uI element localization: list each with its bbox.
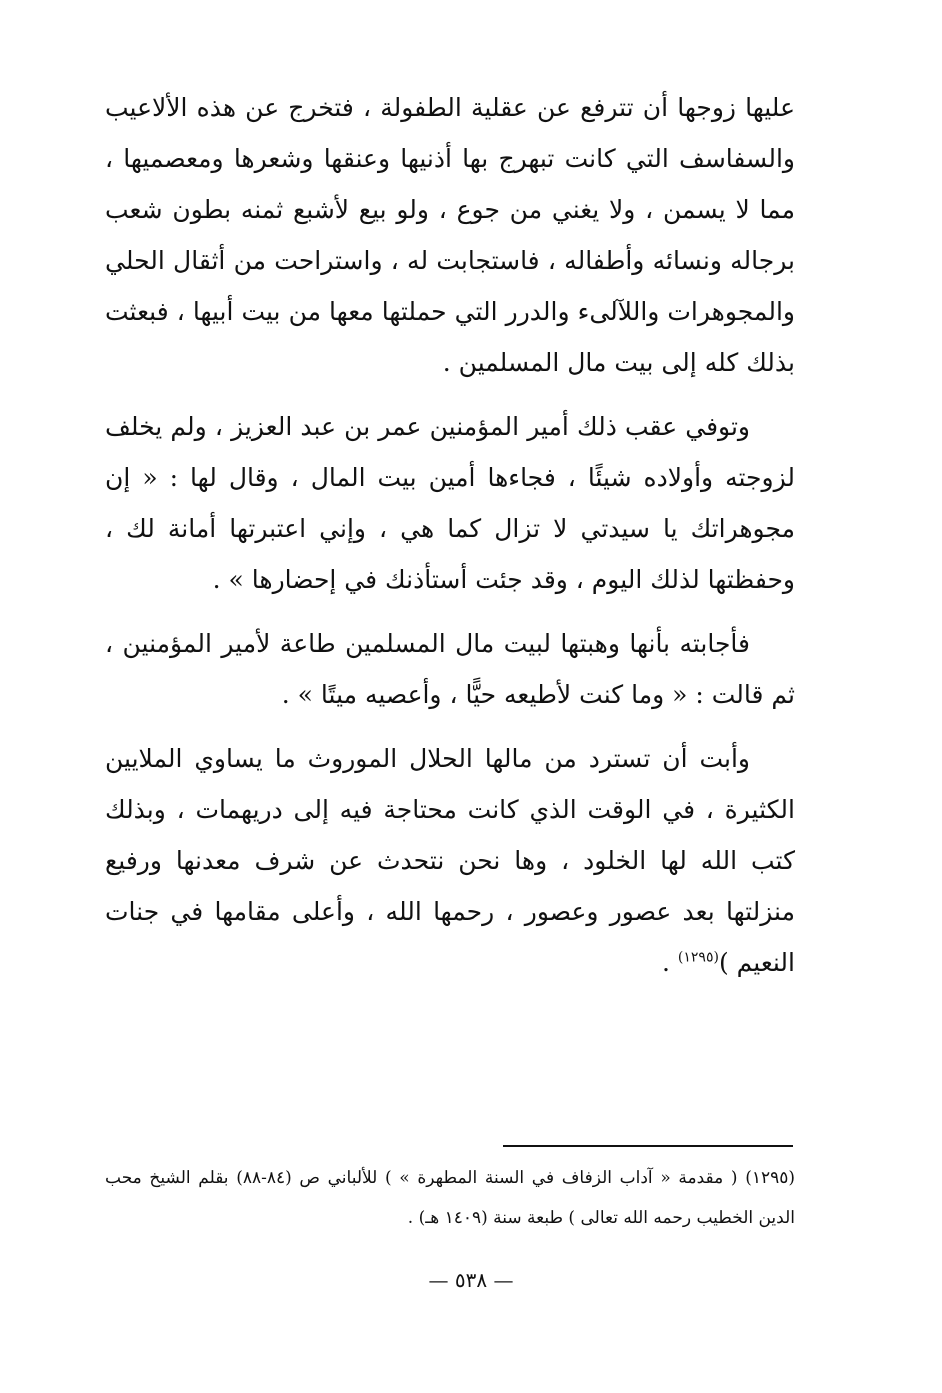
paragraph-4-text: وأبت أن تسترد من مالها الحلال الموروث ما يساوي الملايين الكثيرة ، في الوقت الذي كانت محتاجة فيه إلى دريهمات ، وبذلك كتب الله لها الخلود ، وها نحن نتحدث عن شرف معدنها ورفيع منزلتها بعد عصور وعصور ، رحمها الله ، وأعلى مقامها في جنات النعيم ) — [105, 744, 795, 977]
paragraph-3: فأجابته بأنها وهبتها لبيت مال المسلمين طاعة لأمير المؤمنين ، ثم قالت : « وما كنت لأطيعه حيًّا ، وأعصيه ميتًا » . — [105, 629, 795, 709]
footnote-separator — [503, 1145, 793, 1147]
footnotes — [105, 1158, 795, 1238]
footnote-1295: (١٢٩٥) ( مقدمة « آداب الزفاف في السنة المطهرة » ) للألباني ص (٨٤-٨٨) بقلم الشيخ محب الدين الخطيب رحمه الله تعالى ) طبعة سنة (١٤٠٩ هـ) . — [105, 1168, 795, 1228]
footnote-reference: (١٢٩٥) — [677, 949, 719, 966]
paragraph-4-tail: . — [662, 948, 678, 977]
main-text — [105, 82, 795, 1001]
paragraph-1: عليها زوجها أن تترفع عن عقلية الطفولة ، فتخرج عن هذه الألاعيب والسفاسف التي كانت تبهرج بها أذنيها وعنقها وشعرها ومعصميها ، مما لا يسمن ، ولا يغني من جوع ، ولو بيع لأشبع ثمنه بطون شعب برجاله ونسائه وأطفاله ، فاستجابت له ، واستراحت من أثقال الحلي والمجوهرات واللآلىء والدرر التي حملتها معها من بيت أبيها ، فبعثت بذلك كله إلى بيت مال المسلمين . — [105, 93, 795, 377]
paragraph-2: وتوفي عقب ذلك أمير المؤمنين عمر بن عبد العزيز ، ولم يخلف لزوجته وأولاده شيئًا ، فجاءها أمين بيت المال ، وقال لها : « إن مجوهراتك يا سيدتي لا تزال كما هي ، وإني اعتبرتها أمانة لك ، وحفظتها لذلك اليوم ، وقد جئت أستأذنك في إحضارها » . — [105, 412, 795, 594]
paragraph-4 — [105, 733, 795, 988]
page-number: — ٥٣٨ — — [428, 1268, 514, 1292]
